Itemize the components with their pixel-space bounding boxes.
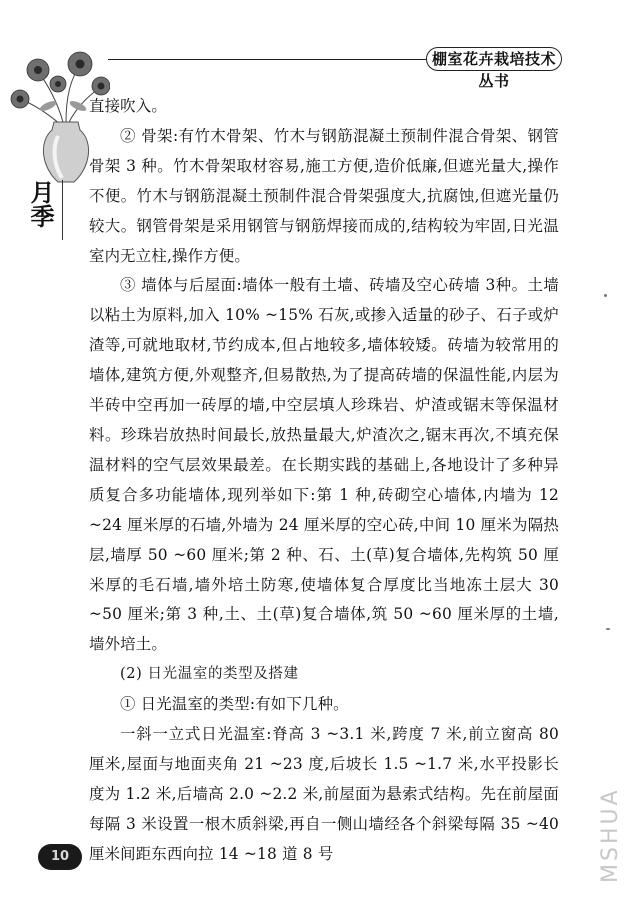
paragraph-walls: ③ 墙体与后屋面:墙体一般有土墙、砖墙及空心砖墙 3种。土墙以粘土为原料,加入 10% ~15% 石灰,或掺入适量的砂子、石子或炉渣等,可就地取材,节约成本,但占地较多,墙体较矮。砖墙为较常用的墙体,建筑方便,外观整齐,但易散热,为了提高砖墙的保温性能,内层为半砖中空再加一砖厚的墙,中空层填人珍珠岩、炉渣或锯末等保温材料。珍珠岩放热时间最长,放热量最大,炉渣次之,锯末再次,不填充保温材料的空气层效果最差。在长期实践的基础上,各地设计了多种异质复合多功能墙体,现列举如下:第 1 种,砖砌空心墙体,内墙为 12 ~24 厘米厚的石墙,外墙为 24 厘米厚的空心砖,中间 10 厘米为隔热层,墙厚 50 ~60 厘米;第 2 种、石、土(草)复合墙体,先构筑 50 厘米厚的毛石墙,墙外培土防寒,使墙体复合厚度比当地冻土层大 30 ~50 厘米;第 3 种,土、土(草)复合墙体,筑 50 ~60 厘米厚的土墙,墙外培土。	[89, 276, 559, 654]
side-rule	[62, 180, 63, 240]
page-number: 10	[38, 844, 82, 870]
header-rule	[108, 59, 438, 60]
paragraph-types-intro: ① 日光温室的类型:有如下几种。	[120, 695, 349, 714]
scan-speck	[606, 628, 610, 630]
paragraph-continuation: 直接吹入。	[89, 97, 167, 115]
paragraph-type-description: 一斜一立式日光温室:脊高 3 ~3.1 米,跨度 7 米,前立窗高 80 厘米,屋面与地面夹角 21 ~23 度,后坡长 1.5 ~1.7 米,水平投影长度为 1.2 米,后墙高 2.0 ~2.2 米,前屋面为悬索式结构。先在前屋面每隔 3 米设置一根木质斜梁,再自一侧山墙经各个斜梁每隔 35 ~40 厘米间距东西向拉 14 ~18 道 8 号	[89, 725, 559, 863]
watermark: MSHUA	[598, 787, 623, 883]
series-title-badge: 棚室花卉栽培技术丛书	[426, 47, 562, 71]
body-text	[89, 92, 559, 870]
scan-speck	[604, 294, 607, 297]
paragraph-skeleton: ② 骨架:有竹木骨架、竹木与钢筋混凝土预制件混合骨架、钢管骨架 3 种。竹木骨架取材容易,施工方便,造价低廉,但遮光量大,操作不便。竹木与钢筋混凝土预制件混合骨架强度大,抗腐蚀,但遮光量仍较大。钢管骨架是采用钢管与钢筋焊接而成的,结构较为牢固,日光温室内无立柱,操作方便。	[89, 126, 559, 265]
section-heading: (2) 日光温室的类型及搭建	[120, 666, 299, 683]
chapter-side-label: 月季	[26, 180, 55, 228]
